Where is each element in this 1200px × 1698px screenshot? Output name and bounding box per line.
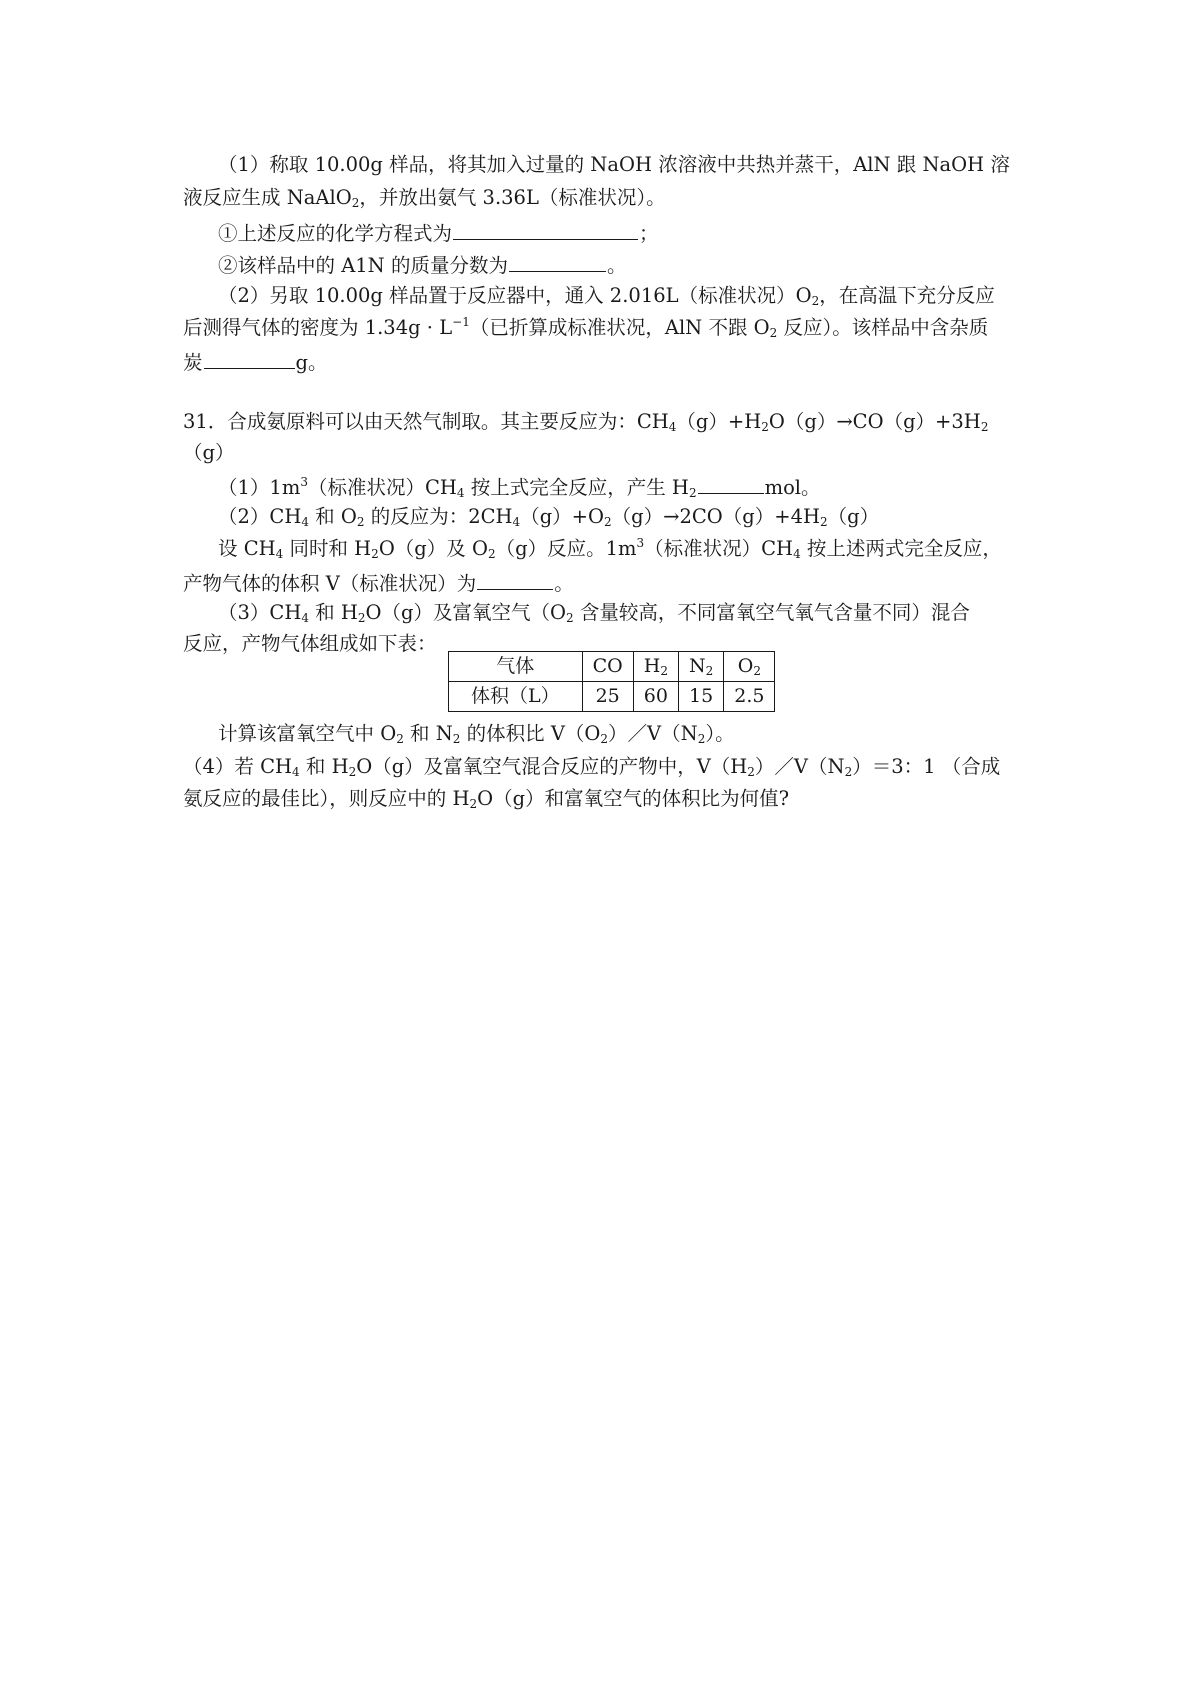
text-span: ）／V（N bbox=[754, 755, 845, 778]
q31-part3-line2 bbox=[183, 634, 437, 654]
text-span: 2 bbox=[753, 664, 761, 678]
text-span: g。 bbox=[295, 351, 328, 374]
table-header-h2 bbox=[633, 652, 678, 682]
q31-part3-calc bbox=[218, 724, 735, 744]
text-span: 4 bbox=[793, 547, 801, 561]
text-span: H bbox=[643, 655, 661, 677]
text-span: ）＝3：1 （合成 bbox=[852, 755, 1001, 778]
table-row-label: 体积（L） bbox=[449, 682, 583, 712]
text-span: O（g）及 O bbox=[378, 537, 488, 560]
text-span: （已折算成标准状况，AlN 不跟 O bbox=[469, 316, 770, 339]
text-span: 的反应为：2CH bbox=[364, 505, 513, 528]
text-span: ，并放出氨气 3.36L（标准状况）。 bbox=[359, 186, 666, 209]
text-span: （标准状况）CH bbox=[307, 476, 457, 499]
text-span: 2 bbox=[747, 765, 755, 779]
text-span: （g）+H bbox=[676, 410, 762, 433]
text-span: 2 bbox=[487, 547, 496, 561]
answer-blank-volume[interactable] bbox=[477, 571, 553, 590]
text-span: mol。 bbox=[764, 476, 821, 499]
text-span: 4 bbox=[668, 420, 677, 434]
answer-blank-h2-moles[interactable] bbox=[698, 475, 764, 494]
text-span: 炭 bbox=[183, 351, 203, 374]
text-span: ，在高温下充分反应 bbox=[819, 284, 995, 307]
q31-part1 bbox=[218, 475, 821, 498]
text-span: O bbox=[737, 655, 754, 677]
text-span: 2 bbox=[844, 765, 853, 779]
text-span: 和 O bbox=[308, 505, 357, 528]
q31-title-line1 bbox=[183, 412, 988, 432]
table-header-n2 bbox=[678, 652, 723, 682]
text-span: 3 bbox=[300, 475, 308, 489]
text-span: 按上式完全反应，产生 H bbox=[464, 476, 689, 499]
text-span: 2 bbox=[660, 664, 668, 678]
text-span: 2 bbox=[688, 486, 697, 500]
q31-part3-line1 bbox=[218, 603, 970, 623]
text-span: （3）CH bbox=[218, 601, 302, 624]
text-span: −1 bbox=[452, 315, 470, 329]
text-span: （标准状况）CH bbox=[644, 537, 794, 560]
q30-part2-line2 bbox=[183, 315, 989, 340]
text-span: 2 bbox=[980, 420, 989, 434]
text-span: 2 bbox=[697, 732, 706, 746]
text-span: 2 bbox=[761, 420, 769, 434]
q30-part2-line1 bbox=[218, 286, 995, 306]
text-span: O（g）→CO（g）+3H bbox=[768, 410, 981, 433]
table-cell-o2: 2.5 bbox=[724, 682, 775, 712]
text-span: ）／V（N bbox=[608, 722, 698, 745]
text-span: 计算该富氧空气中 O bbox=[218, 722, 397, 745]
text-span: 4 bbox=[275, 547, 284, 561]
q30-subq1 bbox=[218, 221, 659, 244]
text-span: （g）+O bbox=[520, 505, 604, 528]
text-span: 和 H bbox=[299, 755, 349, 778]
text-span: 4 bbox=[301, 515, 309, 529]
table-row bbox=[449, 682, 775, 712]
text-span: 4 bbox=[512, 515, 521, 529]
text-span: （4）若 CH bbox=[183, 755, 293, 778]
answer-blank-carbon-mass[interactable] bbox=[204, 350, 295, 369]
q30-part1-line2 bbox=[183, 188, 666, 208]
text-span: 2 bbox=[371, 547, 379, 561]
answer-blank-mass-fraction[interactable] bbox=[509, 253, 606, 272]
text-span: （1）1m bbox=[218, 476, 301, 499]
text-span: ①上述反应的化学方程式为 bbox=[218, 222, 453, 245]
text-span: （2）CH bbox=[218, 505, 302, 528]
text-span: 含量较高，不同富氧空气氧气含量不同）混合 bbox=[573, 601, 970, 624]
q31-part2-question bbox=[183, 571, 574, 594]
text-span: （g）→2CO（g）+4H bbox=[611, 505, 821, 528]
q31-part4-line1 bbox=[183, 757, 1000, 777]
text-span: 2 bbox=[566, 611, 574, 625]
q31-title-line2 bbox=[183, 443, 234, 463]
table-cell-h2: 60 bbox=[633, 682, 678, 712]
table-cell-n2: 15 bbox=[678, 682, 723, 712]
text-span: （g） bbox=[183, 441, 235, 464]
text-span: 和 N bbox=[403, 722, 453, 745]
text-span: 2 bbox=[469, 797, 478, 811]
text-span: 2 bbox=[604, 515, 612, 529]
text-span: 产物气体的体积 V（标准状况）为 bbox=[183, 572, 477, 595]
text-span: 。 bbox=[554, 572, 574, 595]
table-header-row bbox=[449, 652, 775, 682]
table-header-o2 bbox=[724, 652, 775, 682]
table-header-gas: 气体 bbox=[449, 652, 583, 682]
text-span: 2 bbox=[348, 765, 357, 779]
q31-part2-reaction bbox=[218, 507, 879, 527]
text-span: 反应，产物气体组成如下表： bbox=[183, 632, 437, 655]
text-span: 2 bbox=[396, 732, 404, 746]
answer-blank-equation[interactable] bbox=[453, 221, 638, 240]
text-span: 2 bbox=[356, 515, 365, 529]
text-span: 31．合成氨原料可以由天然气制取。其主要反应为：CH bbox=[183, 410, 669, 433]
text-span: 2 bbox=[811, 294, 820, 308]
text-span: 氨反应的最佳比），则反应中的 H bbox=[183, 787, 470, 810]
table-header-co: CO bbox=[582, 652, 633, 682]
text-span: 2 bbox=[769, 326, 778, 340]
text-span: 2 bbox=[351, 196, 360, 210]
text-span: 3 bbox=[636, 536, 645, 550]
text-span: 2 bbox=[820, 515, 828, 529]
text-span: 4 bbox=[301, 611, 309, 625]
q31-part4-line2 bbox=[183, 789, 789, 809]
text-span: 2 bbox=[600, 732, 609, 746]
text-span: 液反应生成 NaAlO bbox=[183, 186, 352, 209]
text-span: O（g）及富氧空气混合反应的产物中，V（H bbox=[356, 755, 748, 778]
text-span: ； bbox=[639, 222, 659, 245]
text-span: 2 bbox=[705, 664, 714, 678]
text-span: 2 bbox=[357, 611, 366, 625]
text-span: 4 bbox=[292, 765, 300, 779]
q30-part2-line3 bbox=[183, 350, 328, 373]
text-span: 2 bbox=[452, 732, 461, 746]
text-span: 4 bbox=[456, 486, 465, 500]
text-span: ②该样品中的 A1N 的质量分数为 bbox=[218, 254, 508, 277]
text-span: 同时和 H bbox=[283, 537, 372, 560]
gas-composition-table bbox=[448, 651, 775, 712]
table-cell-co: 25 bbox=[582, 682, 633, 712]
text-span: 反应）。该样品中含杂质 bbox=[777, 316, 989, 339]
text-span: 设 CH bbox=[218, 537, 276, 560]
text-span: （2）另取 10.00g 样品置于反应器中，通入 2.016L（标准状况）O bbox=[218, 284, 812, 307]
text-span: O（g）及富氧空气（O bbox=[365, 601, 566, 624]
text-span: O（g）和富氧空气的体积比为何值? bbox=[477, 787, 790, 810]
text-span: （g）反应。1m bbox=[495, 537, 637, 560]
q30-subq2 bbox=[218, 253, 626, 276]
text-span: （g） bbox=[827, 505, 880, 528]
text-span: 的体积比 V（O bbox=[460, 722, 601, 745]
text-span: 后测得气体的密度为 1.34g · L bbox=[183, 316, 453, 339]
q30-part1-line1 bbox=[218, 155, 1010, 175]
text-span: （1）称取 10.00g 样品，将其加入过量的 NaOH 浓溶液中共热并蒸干，AlN 跟 NaOH 溶 bbox=[218, 153, 1010, 176]
text-span: 按上述两式完全反应， bbox=[800, 537, 1002, 560]
text-span: ）。 bbox=[705, 722, 735, 745]
text-span: 和 H bbox=[308, 601, 358, 624]
text-span: 。 bbox=[606, 254, 627, 277]
q31-part2-condition bbox=[218, 536, 1002, 561]
text-span: N bbox=[688, 655, 706, 677]
